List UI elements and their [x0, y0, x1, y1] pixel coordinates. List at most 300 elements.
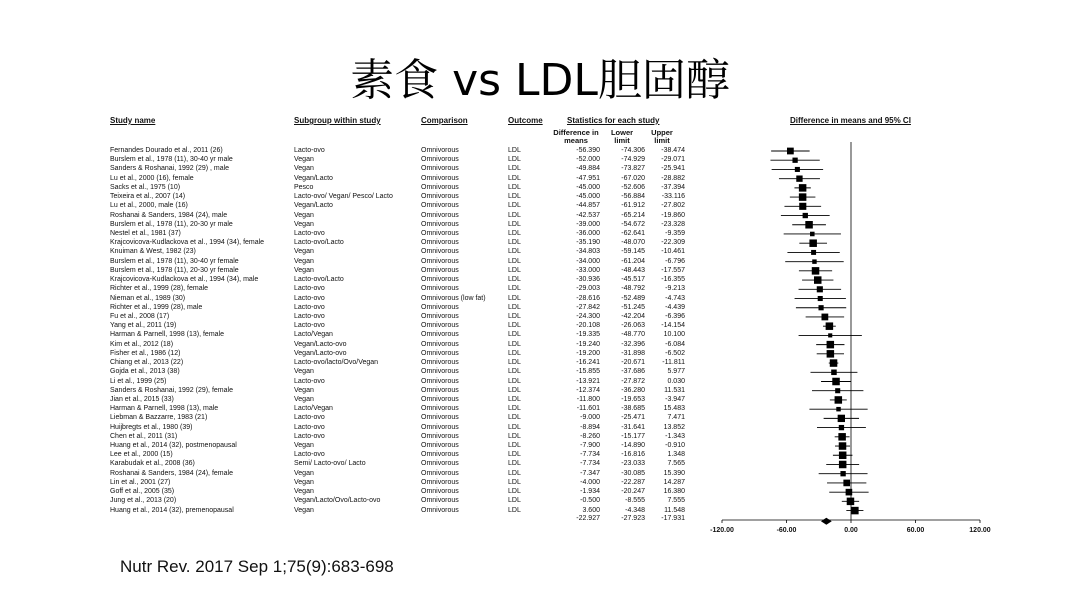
- cell-subgroup: Vegan: [294, 165, 314, 173]
- cell-lower-limit: -23.033: [621, 460, 645, 468]
- cell-study-name: Karabudak et al., 2008 (36): [110, 460, 195, 468]
- cell-upper-limit: 11.548: [664, 506, 685, 514]
- citation: Nutr Rev. 2017 Sep 1;75(9):683-698: [120, 557, 394, 576]
- cell-difference: -11.601: [576, 405, 600, 413]
- cell-study-name: Kim et al., 2012 (18): [110, 340, 174, 348]
- cell-comparison: Omnivorous: [421, 211, 459, 219]
- cell-outcome: LDL: [508, 174, 521, 182]
- cell-comparison: Omnivorous: [421, 469, 459, 477]
- cell-upper-limit: -6.502: [665, 349, 685, 357]
- cell-difference: -13.921: [576, 377, 600, 385]
- cell-subgroup: Vegan: [294, 469, 314, 477]
- cell-lower-limit: -32.396: [621, 340, 645, 348]
- cell-difference: -19.335: [576, 331, 600, 339]
- cell-lower-limit: -8.555: [625, 497, 645, 505]
- cell-subgroup: Lacto-ovo: [294, 147, 325, 154]
- cell-outcome: LDL: [508, 248, 521, 256]
- cell-difference: -44.857: [576, 202, 600, 210]
- cell-upper-limit: 10.100: [663, 331, 685, 339]
- cell-outcome: LDL: [508, 460, 521, 468]
- effect-marker: [835, 396, 843, 404]
- cell-subgroup: Vegan: [294, 395, 314, 403]
- effect-marker: [792, 158, 797, 163]
- cell-difference: 3.600: [582, 506, 600, 514]
- cell-study-name: Jian et al., 2015 (33): [110, 395, 174, 403]
- cell-difference: -45.000: [576, 183, 600, 191]
- summary-diamond: [821, 518, 832, 525]
- cell-study-name: Harman & Parnell, 1998 (13), male: [110, 405, 219, 413]
- cell-subgroup: Lacto-ovo: [294, 432, 325, 440]
- cell-subgroup: Lacto-ovo/Lacto: [294, 276, 344, 284]
- cell-outcome: LDL: [508, 193, 521, 201]
- cell-outcome: LDL: [508, 506, 521, 514]
- cell-lower-limit: -38.685: [621, 405, 645, 413]
- effect-marker: [799, 184, 807, 192]
- cell-difference: -35.190: [576, 239, 600, 247]
- effect-marker: [826, 322, 834, 330]
- cell-subgroup: Vegan/Lacto: [294, 202, 333, 210]
- cell-outcome: LDL: [508, 414, 521, 422]
- header-comparison: Comparison: [421, 116, 468, 125]
- cell-outcome: LDL: [508, 285, 521, 293]
- cell-upper-limit: 15.390: [663, 469, 685, 477]
- effect-marker: [811, 250, 816, 255]
- cell-subgroup: Lacto/Vegan: [294, 405, 333, 413]
- cell-outcome: LDL: [508, 202, 521, 210]
- cell-outcome: LDL: [508, 451, 521, 459]
- cell-comparison: Omnivorous: [421, 497, 459, 505]
- cell-upper-limit: -19.860: [661, 211, 685, 219]
- cell-comparison: Omnivorous: [421, 349, 459, 357]
- effect-marker: [846, 489, 853, 496]
- effect-marker: [839, 425, 844, 430]
- cell-subgroup: Lacto-ovo: [294, 229, 325, 237]
- cell-comparison: Omnivorous: [421, 165, 459, 173]
- cell-lower-limit: -48.770: [621, 331, 645, 339]
- cell-lower-limit: -31.641: [621, 423, 645, 431]
- cell-lower-limit: -16.816: [621, 451, 645, 459]
- x-tick-label: 120.00: [969, 527, 991, 534]
- cell-lower-limit: -59.145: [621, 248, 645, 256]
- cell-subgroup: Lacto-ovo: [294, 322, 325, 330]
- cell-study-name: Sacks et al., 1975 (10): [110, 183, 181, 191]
- effect-marker: [830, 359, 838, 367]
- cell-subgroup: Lacto-ovo: [294, 377, 325, 385]
- cell-difference: -7.734: [580, 451, 600, 459]
- cell-comparison: Omnivorous: [421, 276, 459, 284]
- cell-difference: -7.734: [580, 460, 600, 468]
- cell-comparison: Omnivorous: [421, 303, 459, 311]
- cell-difference: -7.347: [580, 469, 600, 477]
- header-study-name: Study name: [110, 116, 156, 125]
- cell-outcome: LDL: [508, 349, 521, 357]
- cell-lower-limit: -31.898: [621, 349, 645, 357]
- cell-difference: -19.200: [576, 349, 600, 357]
- cell-study-name: Li et al., 1999 (25): [110, 377, 167, 385]
- cell-difference: -8.260: [580, 432, 600, 440]
- cell-comparison: Omnivorous: [421, 340, 459, 348]
- cell-subgroup: Lacto-ovo/Lacto: [294, 239, 344, 247]
- effect-marker: [838, 415, 845, 422]
- cell-study-name: Roshanai & Sanders, 1984 (24), male: [110, 211, 228, 219]
- cell-subgroup: Lacto-ovo: [294, 303, 325, 311]
- cell-difference: -36.000: [576, 229, 600, 237]
- effect-marker: [812, 267, 820, 275]
- cell-study-name: Roshanai & Sanders, 1984 (24), female: [110, 469, 233, 477]
- cell-difference: -9.000: [580, 414, 600, 422]
- effect-marker: [839, 452, 847, 460]
- cell-outcome: LDL: [508, 266, 521, 274]
- effect-marker: [803, 213, 808, 218]
- cell-comparison: Omnivorous: [421, 156, 459, 164]
- cell-study-name: Knuiman & West, 1982 (23): [110, 248, 196, 256]
- cell-upper-limit: -6.796: [665, 257, 685, 265]
- cell-difference: -15.855: [576, 368, 600, 376]
- cell-difference: -20.108: [576, 322, 600, 330]
- cell-outcome: LDL: [508, 229, 521, 237]
- effect-marker: [847, 498, 855, 506]
- effect-marker: [836, 407, 840, 411]
- cell-outcome: LDL: [508, 165, 521, 173]
- cell-comparison: Omnivorous: [421, 359, 459, 367]
- cell-study-name: Huang et al., 2014 (32), premenopausal: [110, 506, 234, 514]
- cell-outcome: LDL: [508, 211, 521, 219]
- header-statistics: Statistics for each study: [567, 116, 660, 125]
- effect-marker: [795, 167, 800, 172]
- cell-subgroup: Vegan: [294, 506, 314, 514]
- cell-comparison: Omnivorous: [421, 442, 459, 450]
- cell-comparison: Omnivorous: [421, 248, 459, 256]
- cell-upper-limit: 0.030: [667, 377, 685, 385]
- cell-outcome: LDL: [508, 183, 521, 191]
- cell-study-name: Sanders & Roshanai, 1992 (29) , male: [110, 165, 230, 173]
- cell-lower-limit: -48.792: [621, 285, 645, 293]
- cell-comparison: Omnivorous: [421, 174, 459, 182]
- cell-subgroup: Vegan: [294, 220, 314, 228]
- cell-comparison: Omnivorous: [421, 257, 459, 265]
- effect-marker: [827, 341, 835, 349]
- cell-comparison: Omnivorous: [421, 312, 459, 320]
- cell-outcome: LDL: [508, 340, 521, 348]
- effect-marker: [818, 305, 823, 310]
- cell-lower-limit: -14.890: [621, 442, 645, 450]
- cell-study-name: Lu et al., 2000, male (16): [110, 202, 188, 210]
- cell-outcome: LDL: [508, 368, 521, 376]
- cell-comparison: Omnivorous: [421, 460, 459, 468]
- cell-lower-limit: -61.912: [621, 202, 645, 210]
- cell-difference: -4.000: [580, 478, 600, 486]
- cell-upper-limit: -29.071: [661, 156, 685, 164]
- cell-subgroup: Semi/ Lacto-ovo/ Lacto: [294, 460, 366, 468]
- cell-upper-limit: -38.474: [661, 147, 685, 154]
- cell-upper-limit: -11.811: [662, 359, 685, 367]
- cell-study-name: Jung et al., 2013 (20): [110, 497, 177, 505]
- cell-difference: -30.936: [576, 276, 600, 284]
- cell-study-name: Huijbregts et al., 1980 (39): [110, 423, 193, 431]
- cell-comparison: Omnivorous: [421, 368, 459, 376]
- cell-upper-limit: -1.343: [665, 432, 685, 440]
- cell-subgroup: Lacto-ovo: [294, 312, 325, 320]
- cell-lower-limit: -52.489: [621, 294, 645, 302]
- cell-comparison: Omnivorous: [421, 220, 459, 228]
- cell-upper-limit: -25.941: [661, 165, 685, 173]
- cell-study-name: Lin et al., 2001 (27): [110, 478, 171, 486]
- effect-marker: [839, 461, 847, 469]
- cell-outcome: LDL: [508, 395, 521, 403]
- cell-comparison: Omnivorous: [421, 239, 459, 247]
- cell-upper-limit: 11.531: [664, 386, 685, 394]
- cell-study-name: Huang et al., 2014 (32), postmenopausal: [110, 442, 237, 450]
- cell-outcome: LDL: [508, 488, 521, 496]
- slide-title: 素食 vs LDL胆固醇: [350, 55, 730, 106]
- cell-outcome: LDL: [508, 405, 521, 413]
- effect-marker: [827, 350, 835, 358]
- cell-subgroup: Vegan: [294, 266, 314, 274]
- cell-upper-limit: 1.348: [667, 451, 685, 459]
- cell-study-name: Fu et al., 2008 (17): [110, 312, 170, 320]
- cell-study-name: Burslem et al., 1978 (11), 20-30 yr female: [110, 266, 239, 274]
- cell-study-name: Chiang et al., 2013 (22): [110, 359, 184, 367]
- col-header-difference: Difference in means: [553, 128, 599, 145]
- cell-comparison: Omnivorous: [421, 432, 459, 440]
- effect-marker: [832, 378, 840, 386]
- x-tick-label: -120.00: [710, 527, 734, 534]
- cell-outcome: LDL: [508, 147, 521, 154]
- cell-outcome: LDL: [508, 303, 521, 311]
- effect-marker: [809, 239, 817, 247]
- cell-outcome: LDL: [508, 423, 521, 431]
- cell-outcome: LDL: [508, 469, 521, 477]
- cell-comparison: Omnivorous: [421, 377, 459, 385]
- cell-upper-limit: 7.565: [667, 460, 685, 468]
- cell-study-name: Nieman et al., 1989 (30): [110, 294, 186, 302]
- cell-lower-limit: -15.177: [621, 432, 645, 440]
- cell-comparison: Omnivorous: [421, 147, 459, 154]
- cell-comparison: Omnivorous: [421, 202, 459, 210]
- cell-lower-limit: -36.280: [621, 386, 645, 394]
- cell-subgroup: Vegan: [294, 478, 314, 486]
- col-header-upper: Upper limit: [651, 128, 673, 145]
- cell-difference: -19.240: [576, 340, 600, 348]
- cell-lower-limit: -61.204: [621, 257, 645, 265]
- cell-study-name: Krajcovicova-Kudlackova et al., 1994 (34), male: [110, 276, 259, 284]
- cell-upper-limit: 14.287: [663, 478, 685, 486]
- cell-study-name: Richter et al., 1999 (28), male: [110, 303, 203, 311]
- cell-study-name: Fernandes Dourado et al., 2011 (26): [110, 147, 223, 154]
- effect-marker: [828, 333, 832, 337]
- cell-outcome: LDL: [508, 386, 521, 394]
- cell-upper-limit: -14.154: [661, 322, 685, 330]
- effect-marker: [814, 276, 822, 284]
- effect-marker: [851, 507, 859, 514]
- cell-lower-limit: -22.287: [621, 478, 645, 486]
- cell-difference: -49.884: [576, 165, 600, 173]
- cell-outcome: LDL: [508, 220, 521, 228]
- cell-upper-limit: -0.910: [665, 442, 685, 450]
- summary-diff: -22.927: [576, 515, 600, 522]
- cell-upper-limit: -6.396: [665, 312, 685, 320]
- cell-lower-limit: -56.884: [621, 193, 645, 201]
- effect-marker: [839, 442, 847, 450]
- cell-difference: -39.000: [576, 220, 600, 228]
- cell-upper-limit: -10.461: [661, 248, 685, 256]
- cell-difference: -34.000: [576, 257, 600, 265]
- cell-study-name: Burslem et al., 1978 (11), 20-30 yr male: [110, 220, 233, 228]
- cell-difference: -11.800: [576, 395, 600, 403]
- cell-study-name: Lee et al., 2000 (15): [110, 451, 173, 459]
- cell-lower-limit: -25.471: [621, 414, 645, 422]
- cell-comparison: Omnivorous: [421, 488, 459, 496]
- x-tick-label: 60.00: [906, 527, 925, 534]
- cell-comparison: Omnivorous: [421, 405, 459, 413]
- cell-upper-limit: 7.471: [667, 414, 685, 422]
- cell-lower-limit: -74.929: [621, 156, 645, 164]
- cell-subgroup: Vegan: [294, 156, 314, 164]
- effect-marker: [817, 286, 823, 292]
- cell-subgroup: Vegan/Lacto/Ovo/Lacto-ovo: [294, 497, 381, 505]
- effect-marker: [810, 232, 815, 237]
- cell-lower-limit: -20.247: [621, 488, 645, 496]
- effect-marker: [812, 259, 816, 263]
- cell-upper-limit: -16.355: [661, 276, 685, 284]
- effect-marker: [799, 203, 806, 210]
- cell-upper-limit: -9.359: [665, 229, 685, 237]
- cell-study-name: Gojda et al., 2013 (38): [110, 368, 180, 376]
- cell-upper-limit: 7.555: [667, 497, 685, 505]
- cell-lower-limit: -62.641: [621, 229, 645, 237]
- cell-subgroup: Lacto-ovo: [294, 414, 325, 422]
- cell-subgroup: Vegan: [294, 368, 314, 376]
- col-header-lower: Lower limit: [610, 128, 634, 145]
- cell-upper-limit: -37.394: [661, 183, 685, 191]
- cell-comparison: Omnivorous: [421, 423, 459, 431]
- cell-lower-limit: -45.517: [621, 276, 645, 284]
- cell-comparison: Omnivorous (low fat): [421, 294, 486, 302]
- effect-marker: [799, 193, 807, 201]
- cell-upper-limit: 15.483: [663, 405, 685, 413]
- cell-upper-limit: -22.309: [661, 239, 685, 247]
- summary-lower: -27.923: [621, 515, 645, 522]
- cell-lower-limit: -4.348: [625, 506, 645, 514]
- cell-upper-limit: 5.977: [667, 368, 685, 376]
- cell-upper-limit: -4.743: [665, 294, 685, 302]
- cell-subgroup: Vegan/Lacto-ovo: [294, 349, 347, 357]
- cell-lower-limit: -20.671: [621, 359, 645, 367]
- cell-outcome: LDL: [508, 377, 521, 385]
- cell-outcome: LDL: [508, 442, 521, 450]
- cell-upper-limit: -3.947: [665, 395, 685, 403]
- cell-difference: -56.390: [576, 147, 600, 154]
- cell-difference: -7.900: [580, 442, 600, 450]
- cell-subgroup: Pesco: [294, 183, 314, 191]
- cell-outcome: LDL: [508, 156, 521, 164]
- cell-subgroup: Lacto-ovo: [294, 423, 325, 431]
- cell-upper-limit: -27.802: [661, 202, 685, 210]
- cell-comparison: Omnivorous: [421, 285, 459, 293]
- cell-study-name: Harman & Parnell, 1998 (13), female: [110, 331, 224, 339]
- cell-subgroup: Vegan/Lacto-ovo: [294, 340, 347, 348]
- cell-lower-limit: -51.245: [621, 303, 645, 311]
- cell-subgroup: Lacto-ovo/ Vegan/ Pesco/ Lacto: [294, 193, 393, 201]
- cell-subgroup: Vegan: [294, 257, 314, 265]
- cell-lower-limit: -48.070: [621, 239, 645, 247]
- cell-upper-limit: -23.328: [661, 220, 685, 228]
- cell-comparison: Omnivorous: [421, 414, 459, 422]
- cell-study-name: Liebman & Bazzarre, 1983 (21): [110, 414, 208, 422]
- cell-difference: -47.951: [576, 174, 600, 182]
- x-tick-label: 0.00: [844, 527, 858, 534]
- cell-difference: -8.894: [580, 423, 600, 431]
- cell-study-name: Nestel et al., 1981 (37): [110, 229, 181, 237]
- cell-outcome: LDL: [508, 294, 521, 302]
- cell-subgroup: Lacto-ovo/lacto/Ovo/Vegan: [294, 359, 379, 367]
- effect-marker: [838, 433, 846, 441]
- cell-lower-limit: -73.827: [621, 165, 645, 173]
- cell-subgroup: Vegan: [294, 386, 314, 394]
- cell-comparison: Omnivorous: [421, 386, 459, 394]
- cell-study-name: Yang et al., 2011 (19): [110, 322, 177, 330]
- cell-outcome: LDL: [508, 497, 521, 505]
- cell-upper-limit: -9.213: [665, 285, 685, 293]
- cell-lower-limit: -48.443: [621, 266, 645, 274]
- cell-lower-limit: -26.063: [621, 322, 645, 330]
- cell-lower-limit: -65.214: [621, 211, 645, 219]
- cell-lower-limit: -74.306: [621, 147, 645, 154]
- cell-difference: -24.300: [576, 312, 600, 320]
- cell-comparison: Omnivorous: [421, 183, 459, 191]
- cell-study-name: Burslem et al., 1978 (11), 30-40 yr female: [110, 257, 239, 265]
- cell-subgroup: Vegan: [294, 442, 314, 450]
- cell-study-name: Lu et al., 2000 (16), female: [110, 174, 194, 182]
- header-subgroup: Subgroup within study: [294, 116, 381, 125]
- effect-marker: [840, 471, 845, 476]
- cell-difference: -27.842: [576, 303, 600, 311]
- cell-outcome: LDL: [508, 239, 521, 247]
- cell-upper-limit: -6.084: [665, 340, 685, 348]
- cell-comparison: Omnivorous: [421, 478, 459, 486]
- cell-difference: -0.500: [580, 497, 600, 505]
- cell-subgroup: Lacto/Vegan: [294, 331, 333, 339]
- cell-subgroup: Vegan: [294, 248, 314, 256]
- cell-lower-limit: -30.085: [621, 469, 645, 477]
- cell-outcome: LDL: [508, 257, 521, 265]
- effect-marker: [831, 370, 837, 376]
- summary-upper: -17.931: [661, 515, 685, 522]
- cell-outcome: LDL: [508, 359, 521, 367]
- effect-marker: [821, 314, 828, 321]
- effect-marker: [818, 296, 823, 301]
- cell-lower-limit: -42.204: [621, 312, 645, 320]
- cell-difference: -12.374: [576, 386, 600, 394]
- cell-comparison: Omnivorous: [421, 193, 459, 201]
- cell-lower-limit: -27.872: [621, 377, 645, 385]
- cell-difference: -1.934: [580, 488, 600, 496]
- effect-marker: [787, 148, 794, 155]
- cell-difference: -16.241: [576, 359, 600, 367]
- header-outcome: Outcome: [508, 116, 543, 125]
- cell-difference: -42.537: [576, 211, 600, 219]
- cell-study-name: Sanders & Roshanai, 1992 (29), female: [110, 386, 233, 394]
- cell-subgroup: Lacto-ovo: [294, 294, 325, 302]
- cell-comparison: Omnivorous: [421, 322, 459, 330]
- cell-upper-limit: 16.380: [663, 488, 685, 496]
- cell-study-name: Burslem et al., 1978 (11), 30-40 yr male: [110, 156, 233, 164]
- cell-subgroup: Lacto-ovo: [294, 285, 325, 293]
- cell-subgroup: Vegan/Lacto: [294, 174, 333, 182]
- cell-study-name: Chen et al., 2011 (31): [110, 432, 178, 440]
- cell-lower-limit: -67.020: [621, 174, 645, 182]
- cell-difference: -52.000: [576, 156, 600, 164]
